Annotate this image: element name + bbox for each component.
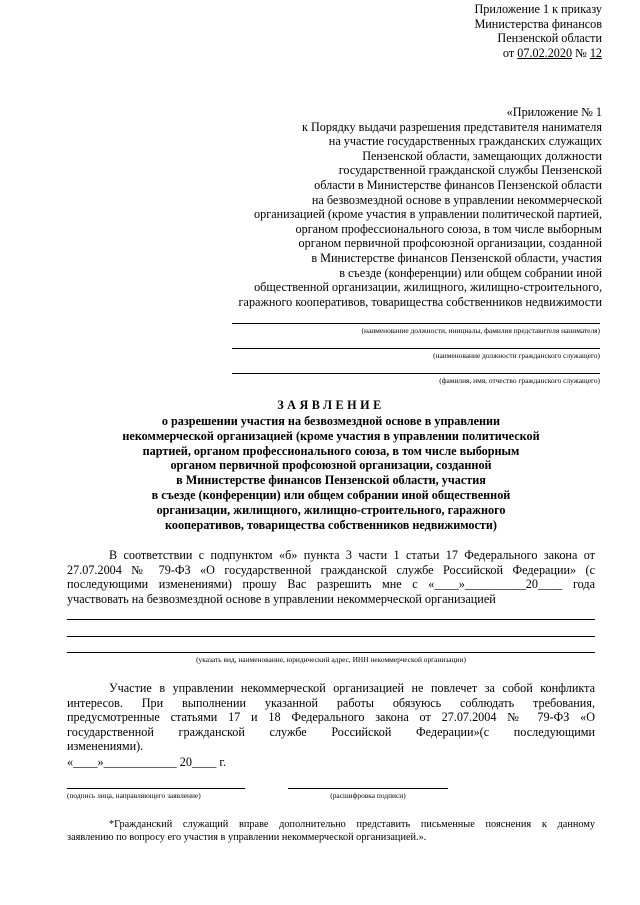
order-header <box>302 2 602 60</box>
appendix-line: к Порядку выдачи разрешения представителя нанимателя <box>302 119 602 134</box>
subject-line: организации, жилищного, жилищно-строительного, гаражного <box>156 502 506 517</box>
name-caption: (фамилия, имя, отчество гражданского служащего) <box>439 376 600 385</box>
appendix-line: организацией (кроме участия в управлении политической партией, <box>254 207 602 222</box>
paragraph-line: 27.07.2004 № 79-ФЗ «О государственной гражданской службе Российской Федерации» (с <box>67 562 595 577</box>
subject-line: в съезде (конференции) или общем собрании иной общественной <box>151 487 511 502</box>
subject-line: партией, органом профессионального союза, в том числе выборным <box>142 443 520 458</box>
name-fill-line[interactable] <box>232 373 600 374</box>
paragraph-line: интересов. При выполнении указанной работы обязуюсь соблюдать требования, <box>67 695 595 710</box>
subject-line: о разрешении участия на безвозмездной основе в управлении <box>161 414 501 428</box>
appendix-line: в съезде (конференции) или общем собрании иной <box>339 265 602 280</box>
appendix-line: на безвозмездной основе в управлении некоммерческой <box>311 192 602 207</box>
signature-transcript-fill-line[interactable] <box>288 788 448 789</box>
paragraph-line: последующими изменениями) прошу Вас разрешить мне с «____»__________20____ года <box>67 577 595 592</box>
appendix-line: Пензенской области, замещающих должности <box>362 148 602 163</box>
paragraph-line: изменениями). <box>67 739 144 754</box>
paragraph-line: участвовать на безвозмездной основе в управлении некоммерческой организацией <box>67 591 496 606</box>
subject-line: кооперативов, товарищества собственников недвижимости) <box>164 517 497 532</box>
appendix-line: гаражного кооперативов, товарищества собственников недвижимости <box>238 294 602 309</box>
footnote-line: заявлению по вопросу его участия в управлении некоммерческой организацией.». <box>67 832 427 843</box>
no-conflict-paragraph <box>67 681 595 754</box>
position-caption: (наименование должности гражданского служащего) <box>433 351 600 360</box>
organization-caption: (указать вид, наименование, юридический адрес, ИНН некоммерческой организации) <box>196 655 466 664</box>
signature-caption: (подпись лица, направляющего заявление) <box>67 791 201 800</box>
request-paragraph <box>67 548 595 606</box>
appendix-line: «Приложение № 1 <box>506 105 602 119</box>
header-line: Приложение 1 к приказу <box>474 2 602 16</box>
order-date-line <box>302 46 602 61</box>
appendix-line: на участие государственных гражданских служащих <box>328 134 602 149</box>
signature-transcript-caption: (расшифровка подписи) <box>330 791 406 800</box>
appendix-line: в Министерстве финансов Пензенской области, участия <box>311 250 602 265</box>
organization-fill-line[interactable] <box>67 652 595 653</box>
statement-date-line[interactable]: «____»____________ 20____ г. <box>67 755 227 769</box>
position-fill-line[interactable] <box>232 348 600 349</box>
signature-fill-line[interactable] <box>67 788 245 789</box>
paragraph-line: В соответствии с подпунктом «б» пункта 3 части 1 статьи 17 Федерального закона от <box>109 548 595 562</box>
organization-fill-line[interactable] <box>67 619 595 620</box>
order-date: 07.02.2020 <box>517 45 573 60</box>
paragraph-line: государственной гражданской службе Российской Федерации»(с последующими <box>67 724 595 739</box>
header-line: Пензенской области <box>497 31 602 46</box>
organization-fill-line[interactable] <box>67 636 595 637</box>
paragraph-line: предусмотренные статьями 17 и 18 Федерального закона от 27.07.2004 № 79-ФЗ «О <box>67 710 595 725</box>
appendix-line: общественной организации, жилищного, жилищно-строительного, <box>254 280 602 295</box>
footnote <box>67 818 595 844</box>
header-line: Министерства финансов <box>474 16 602 31</box>
appendix-line: области в Министерстве финансов Пензенской области <box>314 177 602 192</box>
statement-heading: ЗАЯВЛЕНИЕ <box>277 398 385 412</box>
appendix-header <box>182 105 602 309</box>
subject-line: в Министерстве финансов Пензенской области, участия <box>176 473 486 488</box>
appendix-line: государственной гражданской службы Пензенской <box>338 163 602 178</box>
addressee-caption: (наименование должности, инициалы, фамилия представителя нанимателя) <box>361 326 600 335</box>
subject-line: некоммерческой организацией (кроме участия в управлении политической <box>122 428 540 443</box>
addressee-fill-line[interactable] <box>232 323 600 324</box>
order-number: 12 <box>589 45 602 60</box>
statement-subject <box>60 414 602 532</box>
number-prefix: № <box>572 45 590 60</box>
date-prefix: от <box>502 45 518 60</box>
appendix-line: органом первичной профсоюзной организации, созданной <box>298 236 602 251</box>
footnote-line: *Гражданский служащий вправе дополнительно представить письменные пояснения к данному <box>109 819 595 830</box>
paragraph-line: Участие в управлении некоммерческой организацией не повлечет за собой конфликта <box>109 681 595 695</box>
appendix-line: органом профессионального союза, в том числе выборным <box>295 221 602 236</box>
subject-line: органом первичной профсоюзной организации, созданной <box>170 458 492 473</box>
